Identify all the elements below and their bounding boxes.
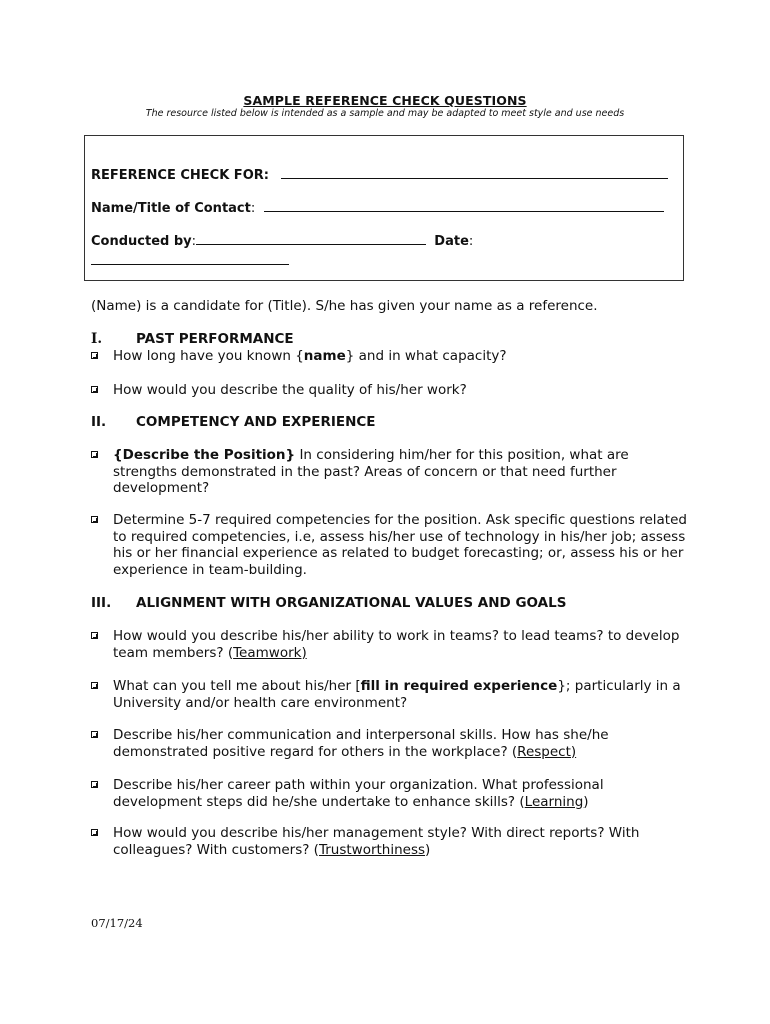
question-item (91, 447, 691, 497)
learning-link: Learning (524, 793, 584, 810)
reference-check-for-line[interactable] (281, 168, 668, 179)
section-alignment (91, 595, 566, 611)
question-text: Determine 5-7 required competencies for the position. Ask specific questions related to required competencies, i.e, assess his/her use of technology in his/her job; assess his or her financial experience as related to budget forecasting; or, assess his or her experience in team-building. (113, 512, 687, 578)
section-numeral: II. (91, 414, 107, 430)
checkbox-bullet-icon (91, 682, 98, 689)
reference-form-box (84, 135, 684, 281)
question-text: How would you describe his/her management style? With direct reports? With colleagues? With customers? (Trustworthiness) (113, 825, 640, 858)
date-row (91, 254, 289, 269)
checkbox-bullet-icon (91, 632, 98, 639)
date-label: Date (434, 234, 469, 249)
question-item (91, 628, 691, 661)
question-item (91, 727, 691, 760)
question-item (91, 382, 691, 399)
question-text: Describe his/her career path within your organization. What professional development steps did he/she undertake to enhance skills? (Learning) (113, 777, 604, 810)
question-text: Describe his/her communication and interpersonal skills. How has she/he demonstrated positive regard for others in the workplace? (Respect) (113, 727, 609, 760)
intro-text: (Name) is a candidate for (Title). S/he has given your name as a reference. (91, 298, 598, 314)
section-numeral: I. (91, 331, 103, 347)
section-title: ALIGNMENT WITH ORGANIZATIONAL VALUES AND GOALS (136, 595, 567, 611)
checkbox-bullet-icon (91, 829, 98, 836)
page-subtitle: The resource listed below is intended as a sample and may be adapted to meet style and use needs (145, 108, 625, 119)
section-numeral: III. (91, 595, 112, 611)
teamwork-link: Teamwork) (233, 644, 307, 661)
respect-link: Respect) (517, 743, 577, 760)
page-title: SAMPLE REFERENCE CHECK QUESTIONS (243, 93, 527, 108)
question-item (91, 678, 691, 711)
conducted-by-label: Conducted by (91, 234, 192, 249)
contact-colon: : (250, 201, 256, 216)
footer-date: 07/17/24 (91, 916, 143, 930)
conducted-row (91, 234, 473, 249)
date-colon: : (468, 234, 474, 249)
checkbox-bullet-icon (91, 731, 98, 738)
contact-line[interactable] (264, 201, 664, 212)
section-title: COMPETENCY AND EXPERIENCE (136, 414, 376, 430)
date-line[interactable] (91, 254, 289, 265)
contact-row (91, 201, 664, 216)
question-text: How would you describe his/her ability to work in teams? to lead teams? to develop team members? (Teamwork) (113, 628, 680, 661)
checkbox-bullet-icon (91, 516, 98, 523)
section-competency (91, 414, 376, 430)
reference-check-for-label: REFERENCE CHECK FOR: (91, 168, 269, 183)
section-title: PAST PERFORMANCE (136, 331, 294, 347)
conducted-colon: : (191, 234, 197, 249)
checkbox-bullet-icon (91, 781, 98, 788)
conducted-by-line[interactable] (196, 234, 426, 245)
checkbox-bullet-icon (91, 352, 98, 359)
reference-check-for-row (91, 168, 668, 183)
trustworthiness-link: Trustworthiness (318, 841, 426, 858)
question-item (91, 512, 691, 578)
question-text: What can you tell me about his/her [fill in required experience}; particularly in a University and/or health care environment? (113, 678, 681, 711)
question-item (91, 348, 691, 365)
contact-label: Name/Title of Contact (91, 201, 251, 216)
question-item (91, 825, 691, 858)
question-text: {Describe the Position} In considering him/her for this position, what are strengths demonstrated in the past? Areas of concern or that need further development? (113, 447, 629, 497)
question-item (91, 777, 691, 810)
checkbox-bullet-icon (91, 451, 98, 458)
question-text: How would you describe the quality of his/her work? (113, 382, 467, 398)
question-text: How long have you known {name} and in what capacity? (113, 348, 507, 364)
checkbox-bullet-icon (91, 386, 98, 393)
section-past-performance (91, 331, 294, 347)
